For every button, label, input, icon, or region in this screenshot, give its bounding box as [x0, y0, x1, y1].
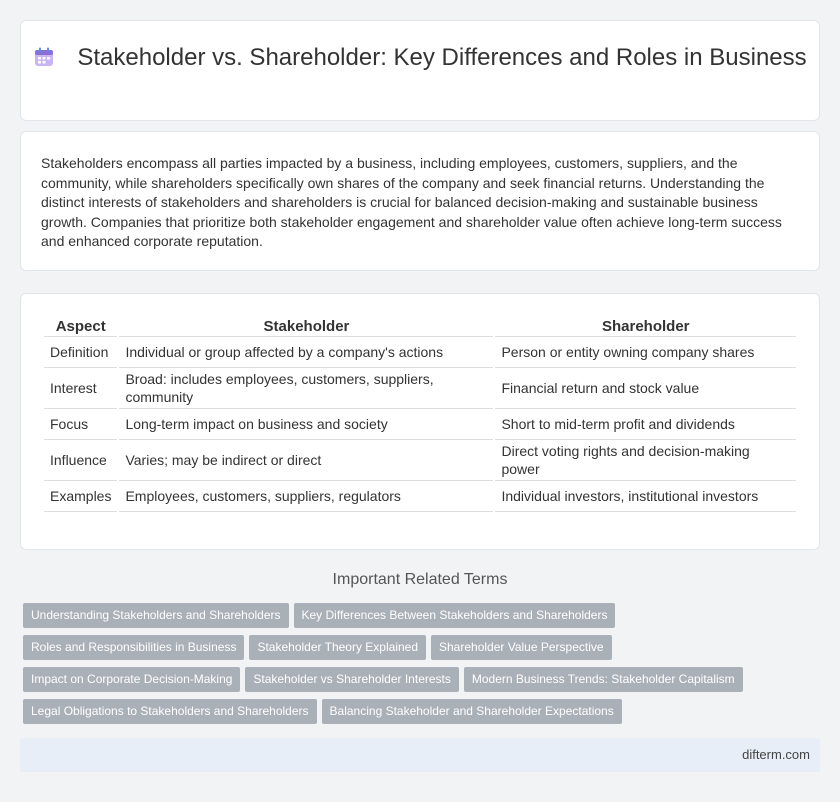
cell-aspect: Interest [44, 368, 117, 409]
cell-aspect: Definition [44, 337, 117, 368]
cell-stakeholder: Individual or group affected by a company's actions [119, 337, 493, 368]
intro-card [20, 131, 820, 271]
cell-stakeholder: Long-term impact on business and society [119, 409, 493, 440]
related-terms-list [23, 603, 823, 731]
related-term-tag[interactable]: Balancing Stakeholder and Shareholder Expectations [322, 699, 622, 724]
related-term-tag[interactable]: Shareholder Value Perspective [431, 635, 612, 660]
related-term-tag[interactable]: Roles and Responsibilities in Business [23, 635, 244, 660]
cell-shareholder: Individual investors, institutional investors [495, 481, 796, 512]
cell-aspect: Influence [44, 440, 117, 481]
footer-site-link[interactable]: difterm.com [742, 747, 810, 762]
cell-shareholder: Financial return and stock value [495, 368, 796, 409]
related-term-tag[interactable]: Key Differences Between Stakeholders and Shareholders [294, 603, 616, 628]
calendar-icon [33, 46, 55, 68]
footer [20, 738, 820, 772]
intro-text: Stakeholders encompass all parties impacted by a business, including employees, customers, suppliers, and the community, while shareholders specifically own shares of the company and seek financial returns. Understanding the distinct interests of stakeholders and shareholders is crucial for balanced decision-making and sustainable business growth. Companies that prioritize both stakeholder engagement and shareholder value often achieve long-term success and enhanced corporate reputation. [41, 155, 782, 250]
page-title: Stakeholder vs. Shareholder: Key Differences and Roles in Business [77, 44, 807, 71]
table-row [44, 440, 796, 481]
header-card [20, 20, 820, 121]
header-stakeholder: Stakeholder [119, 316, 493, 337]
cell-stakeholder: Broad: includes employees, customers, suppliers, community [119, 368, 493, 409]
related-terms-title: Important Related Terms [332, 571, 508, 588]
related-term-tag[interactable]: Stakeholder vs Shareholder Interests [245, 667, 458, 692]
header-aspect: Aspect [44, 316, 117, 337]
cell-aspect: Focus [44, 409, 117, 440]
table-row [44, 481, 796, 512]
related-term-tag[interactable]: Legal Obligations to Stakeholders and Shareholders [23, 699, 317, 724]
related-term-tag[interactable]: Impact on Corporate Decision-Making [23, 667, 240, 692]
cell-shareholder: Short to mid-term profit and dividends [495, 409, 796, 440]
cell-stakeholder: Employees, customers, suppliers, regulators [119, 481, 493, 512]
related-term-tag[interactable]: Understanding Stakeholders and Shareholders [23, 603, 289, 628]
cell-stakeholder: Varies; may be indirect or direct [119, 440, 493, 481]
table-row [44, 368, 796, 409]
related-term-tag[interactable]: Stakeholder Theory Explained [249, 635, 426, 660]
cell-shareholder: Direct voting rights and decision-making power [495, 440, 796, 481]
cell-aspect: Examples [44, 481, 117, 512]
cell-shareholder: Person or entity owning company shares [495, 337, 796, 368]
comparison-table [42, 316, 798, 512]
header-shareholder: Shareholder [495, 316, 796, 337]
comparison-card [20, 293, 820, 550]
table-row [44, 409, 796, 440]
table-row [44, 337, 796, 368]
related-term-tag[interactable]: Modern Business Trends: Stakeholder Capitalism [464, 667, 743, 692]
page-title-wrap [21, 43, 819, 72]
